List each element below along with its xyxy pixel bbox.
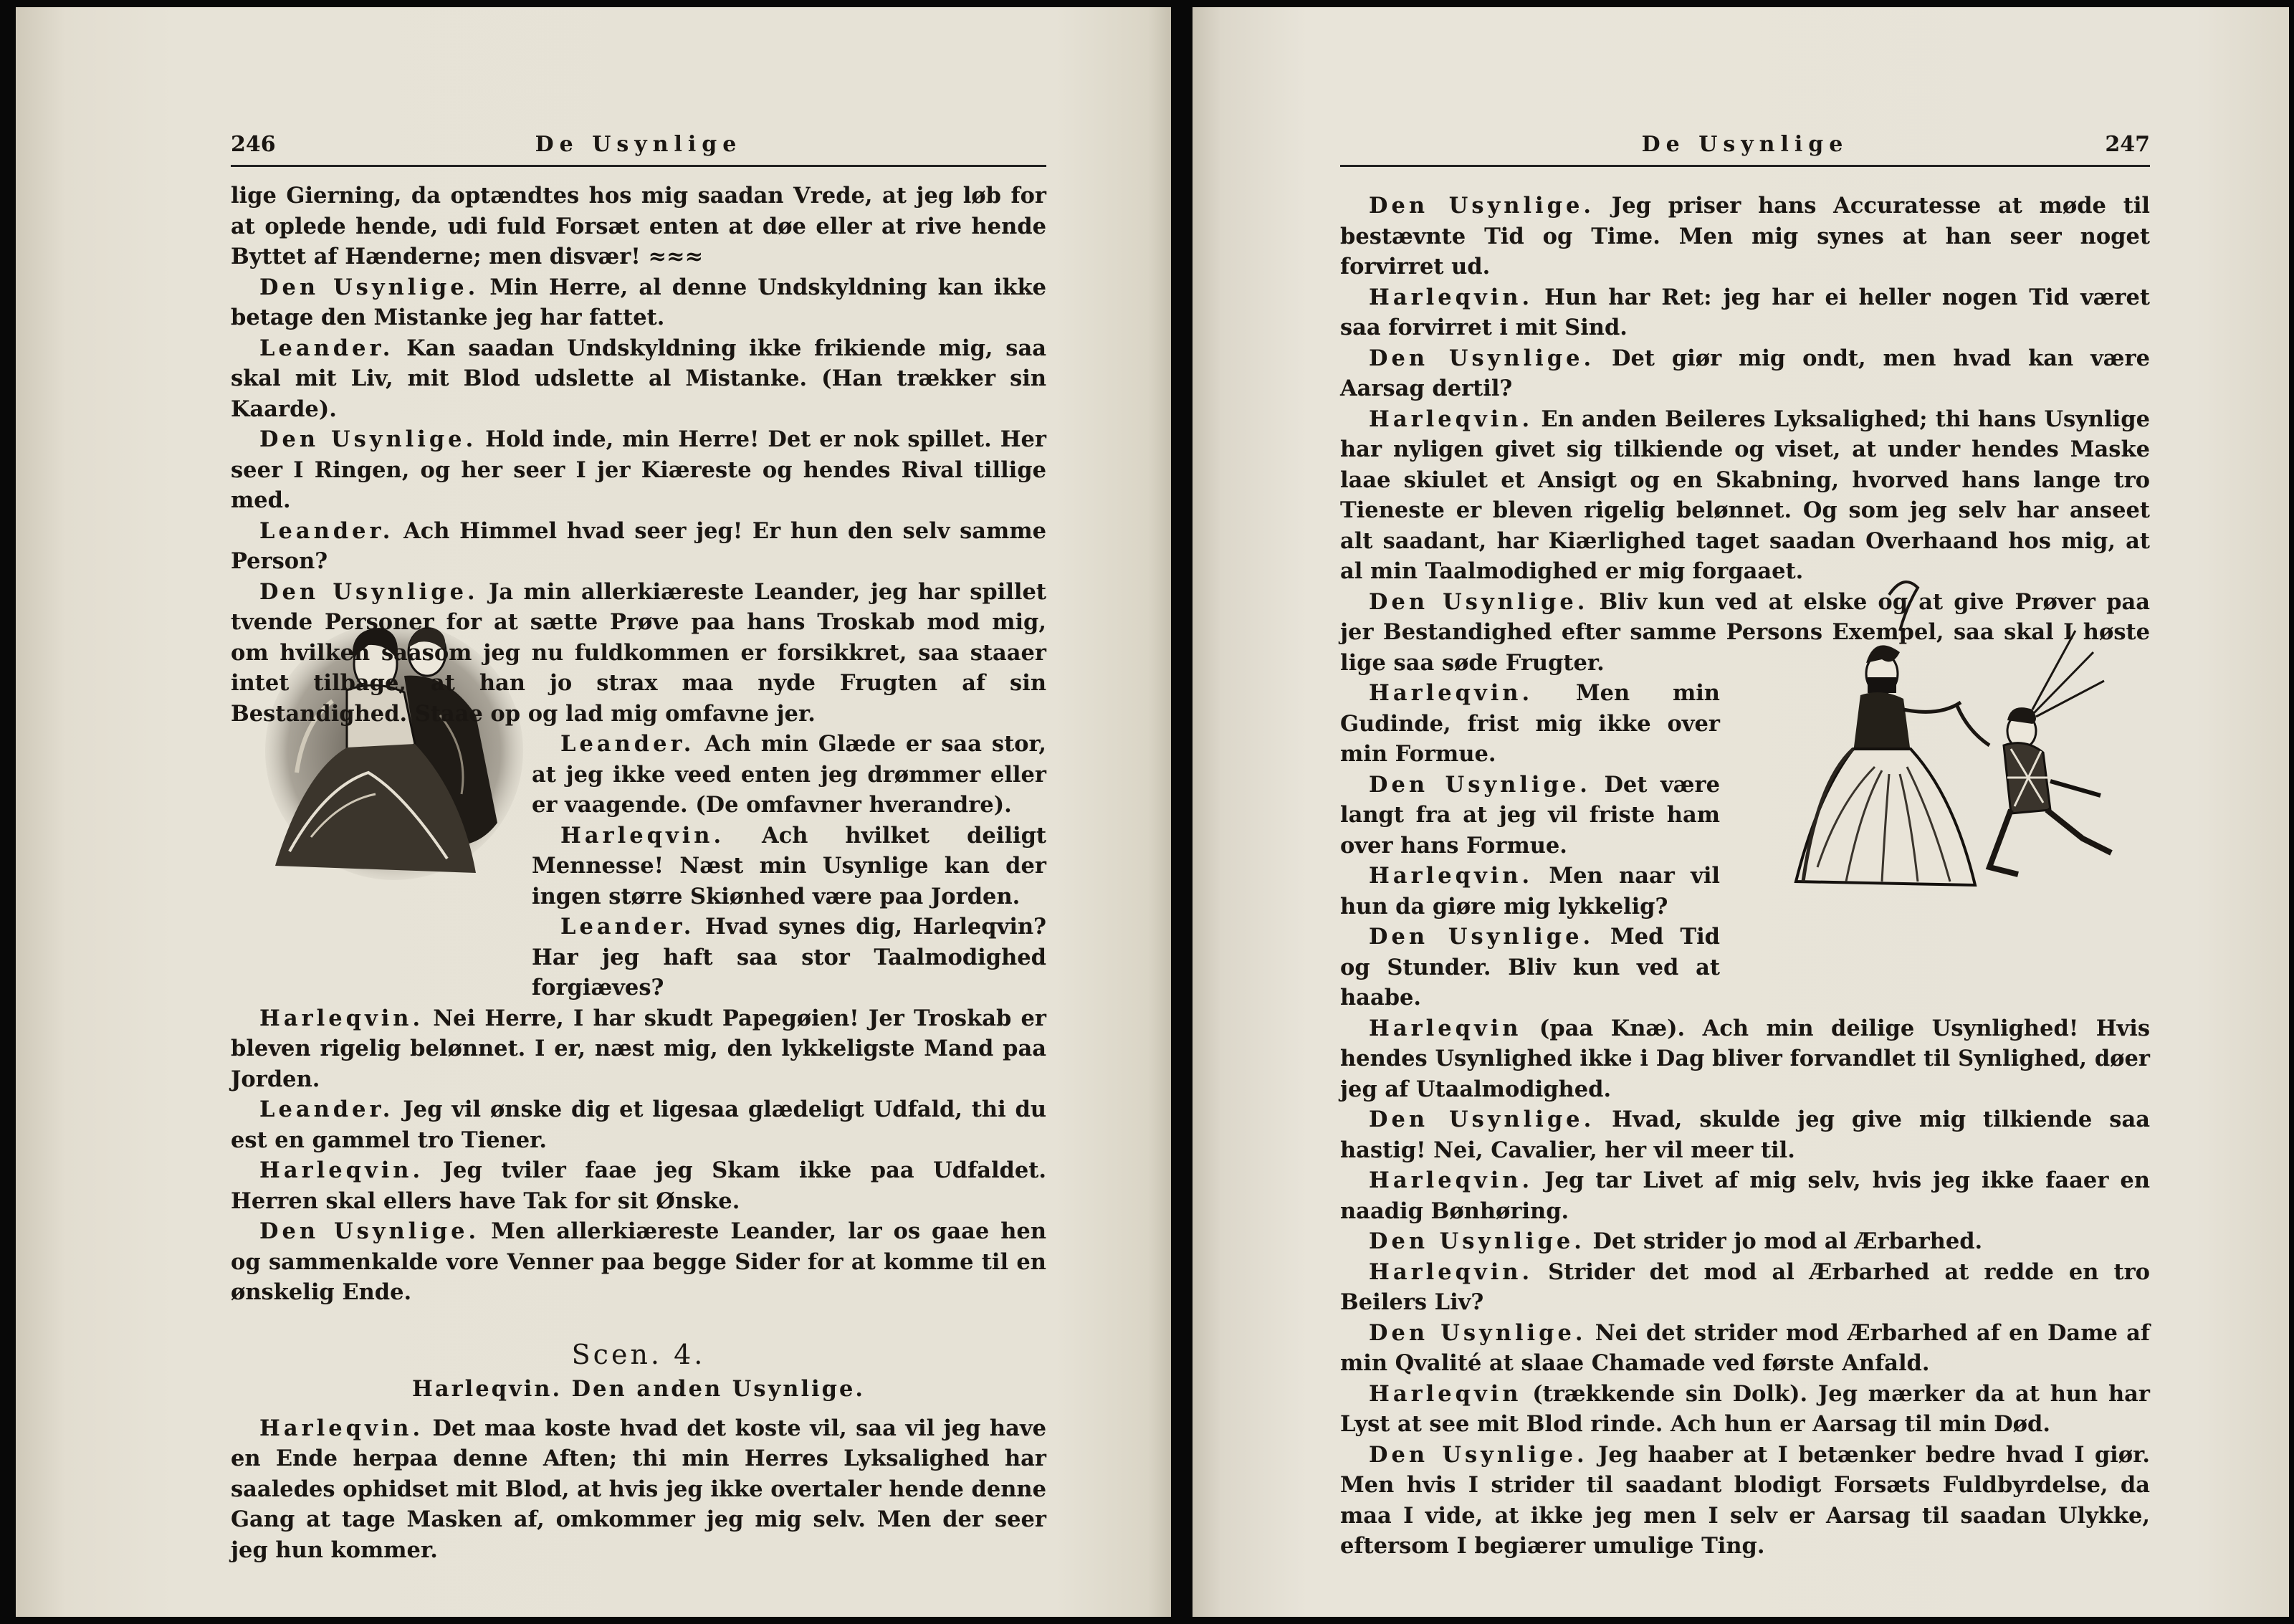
page-number: 247: [2105, 132, 2150, 157]
page-number: 246: [231, 132, 276, 157]
dialogue-line: Harleqvin. Ach hvilket deiligt Mennesse! Næst min Usynlige kan der ingen større Skiønhed være paa Jorden.: [532, 822, 1046, 909]
dialogue-line: Den Usynlige. Hvad, skulde jeg give mig tilkiende saa hastig! Nei, Cavalier, her vil meer til.: [1340, 1107, 2150, 1163]
speaker-name: Harleqvin.: [1369, 1258, 1534, 1285]
dialogue-line: Harleqvin. Men min Gudinde, frist mig ikke over min Formue.: [1340, 680, 1720, 767]
right-text-column: [1340, 191, 2150, 1562]
running-head: [231, 129, 1046, 167]
running-head: [1340, 129, 2150, 167]
dialogue-line: Leander. Hvad synes dig, Harleqvin? Har jeg haft saa stor Taalmodighed forgiæves?: [532, 914, 1046, 1000]
speaker-name: Den Usynlige.: [259, 274, 479, 300]
speaker-name: Den Usynlige.: [259, 1218, 480, 1244]
dialogue-line: Harleqvin. Strider det mod al Ærbarhed at redde en tro Beilers Liv?: [1340, 1258, 2150, 1315]
dialogue-line: Den Usynlige. Det strider jo mod al Ærbarhed.: [1369, 1228, 1983, 1254]
speaker-name: Harleqvin.: [560, 822, 725, 849]
speaker-name: Harleqvin.: [1369, 406, 1534, 432]
dialogue-line: Harleqvin (paa Knæ). Ach min deilige Usynlighed! Hvis hendes Usynlighed ikke i Dag bliver forvandlet til Synlighed, døer jeg af Utaalmodighed.: [1340, 1015, 2150, 1102]
dialogue-line: Den Usynlige. Det være langt fra at jeg vil friste ham over hans Formue.: [1340, 771, 1720, 859]
running-title: De Usynlige: [535, 132, 742, 157]
speaker-name: Den Usynlige.: [1369, 1441, 1588, 1468]
speaker-name: Harleqvin: [1369, 1380, 1522, 1407]
speaker-name: Den Usynlige.: [1369, 588, 1589, 615]
speaker-name: Den Usynlige.: [1369, 924, 1595, 950]
dialogue-line: Den Usynlige. Min Herre, al denne Undskyldning kan ikke betage den Mistanke jeg har fattet.: [231, 274, 1047, 330]
dialogue-line: Den Usynlige. Jeg haaber at I betænker bedre hvad I giør. Men hvis I strider til saadant blodigt Forsæts Fuldbyrdelse, da maa I vide, at ikke jeg men I selv er Aarsag til saadan Ulykke, eftersom I begiærer umulige Ting.: [1340, 1441, 2150, 1559]
dialogue-line: Den Usynlige. Hold inde, min Herre! Det er nok spillet. Her seer I Ringen, og her seer I jer Kiæreste og hendes Rival tillige med.: [231, 426, 1046, 513]
speaker-name: Leander.: [259, 335, 394, 361]
dialogue-line: Harleqvin. En anden Beileres Lyksalighed; thi hans Usynlige har nyligen givet sig tilkiende og viset, at under hendes Maske laae skiulet et Ansigt og en Skabning, hvorved hans lange tro Tieneste er bleven rigelig belønnet. Og som jeg selv har anseet alt saadant, har Kiærlighed taget saadan Overhaand hos mig, at al min Taalmodighed er mig forgaaet.: [1340, 406, 2150, 584]
scene-cast: Harleqvin. Den anden Usynlige.: [412, 1376, 865, 1402]
left-text-column: [231, 181, 1046, 1565]
dialogue-line: Den Usynlige. Men allerkiæreste Leander, lar os gaae hen og sammenkalde vore Venner paa begge Sider for at komme til en ønskelig Ende.: [231, 1218, 1046, 1305]
speaker-name: Harleqvin.: [259, 1005, 424, 1031]
speaker-name: Harleqvin: [1369, 1015, 1522, 1041]
dialogue-line: Harleqvin. Jeg tviler faae jeg Skam ikke paa Udfaldet. Herren skal ellers have Tak for sit Ønske.: [231, 1157, 1046, 1214]
speaker-name: Den Usynlige.: [1369, 1319, 1587, 1346]
speaker-name: Den Usynlige.: [1369, 193, 1595, 219]
dialogue-line: Harleqvin (trækkende sin Dolk). Jeg mærker da at hun har Lyst at see mit Blod rinde. Ach hun er Aarsag til min Død.: [1340, 1380, 2150, 1437]
dialogue-line: Leander. Ach Himmel hvad seer jeg! Er hun den selv samme Person?: [231, 517, 1046, 574]
dialogue-line: Den Usynlige. Det giør mig ondt, men hvad kan være Aarsag dertil?: [1340, 345, 2151, 401]
dialogue-line: Harleqvin. Men naar vil hun da giøre mig lykkelig?: [1340, 863, 1720, 920]
dialogue-line: Den Usynlige. Nei det strider mod Ærbarhed af en Dame af min Qvalité at slaae Chamade ved første Anfald.: [1340, 1319, 2151, 1376]
dialogue-line: Den Usynlige. Jeg priser hans Accuratesse at møde til bestævnte Tid og Time. Men mig synes at han seer noget forvirret ud.: [1340, 193, 2150, 280]
dialogue-line: Den Usynlige. Ja min allerkiæreste Leander, jeg har spillet tvende Personer for at sætte Prøve paa hans Troskab mod mig, om hvilken saasom jeg nu fuldkommen er forsikkret, saa staaer intet tilbage, at han jo strax maa nyde Frugten af sin Bestandighed. Staae op og lad mig omfavne jer.: [231, 578, 1047, 727]
speaker-name: Harleqvin.: [259, 1157, 424, 1183]
speaker-name: Harleqvin.: [1369, 1167, 1534, 1193]
running-title: De Usynlige: [1641, 132, 1849, 157]
speaker-name: Den Usynlige.: [1369, 771, 1591, 798]
dialogue-line: Harleqvin. Hun har Ret: jeg har ei heller nogen Tid været saa forvirret i mit Sind.: [1340, 284, 2150, 340]
dialogue-line: Den Usynlige. Bliv kun ved at elske og at give Prøver paa jer Bestandighed efter samme Persons Exempel, saa skal I høste lige saa søde Frugter.: [1340, 588, 2150, 676]
speaker-name: Harleqvin.: [1369, 680, 1534, 706]
speaker-name: Den Usynlige.: [1369, 1107, 1595, 1132]
left-book-page: [16, 7, 1171, 1617]
paragraph: lige Gierning, da optændtes hos mig saadan Vrede, at jeg løb for at oplede hende, udi fuld Forsæt enten at døe eller at rive hende Byttet af Hænderne; men disvær! ≈≈≈: [231, 183, 1046, 269]
speaker-name: Leander.: [560, 731, 695, 757]
speaker-name: Den Usynlige.: [259, 426, 477, 452]
scene-heading: Scen. 4.: [571, 1338, 706, 1370]
dialogue-line: Leander. Kan saadan Undskyldning ikke frikiende mig, saa skal mit Liv, mit Blod udslette al Mistanke. (Han trækker sin Kaarde).: [231, 335, 1046, 422]
speaker-name: Den Usynlige.: [259, 578, 479, 605]
speaker-name: Leander.: [259, 1097, 394, 1122]
dialogue-line: Harleqvin. Jeg tar Livet af mig selv, hvis jeg ikke faaer en naadig Bønhøring.: [1340, 1167, 2150, 1224]
dialogue-line: Leander. Jeg vil ønske dig et ligesaa glædeligt Udfald, thi du est en gammel tro Tiener.: [231, 1097, 1046, 1153]
speaker-name: Harleqvin.: [1369, 863, 1534, 889]
dialogue-line: Den Usynlige. Med Tid og Stunder. Bliv kun ved at haabe.: [1340, 924, 1720, 1011]
speaker-name: Den Usynlige.: [1369, 1228, 1585, 1254]
right-book-page: [1193, 7, 2289, 1617]
speaker-name: Harleqvin.: [1369, 284, 1534, 310]
dialogue-line: Leander. Ach min Glæde er saa stor, at jeg ikke veed enten jeg drømmer eller er vaagende. (De omfavner hverandre).: [532, 731, 1046, 818]
speaker-name: Den Usynlige.: [1369, 345, 1595, 371]
speaker-name: Leander.: [259, 517, 394, 544]
speaker-name: Harleqvin.: [259, 1415, 424, 1441]
dialogue-line: Harleqvin. Det maa koste hvad det koste vil, saa vil jeg have en Ende herpaa denne Aften; thi min Herres Lyksalighed har saaledes ophidset mit Blod, at hvis jeg ikke overtaler hende denne Gang at tage Masken af, omkommer jeg mig selv. Men der seer jeg hun kommer.: [231, 1415, 1046, 1563]
speaker-name: Leander.: [560, 914, 695, 940]
dialogue-line: Harleqvin. Nei Herre, I har skudt Papegøien! Jer Troskab er bleven rigelig belønnet. I er, næst mig, den lykkeligste Mand paa Jorden.: [231, 1005, 1046, 1092]
